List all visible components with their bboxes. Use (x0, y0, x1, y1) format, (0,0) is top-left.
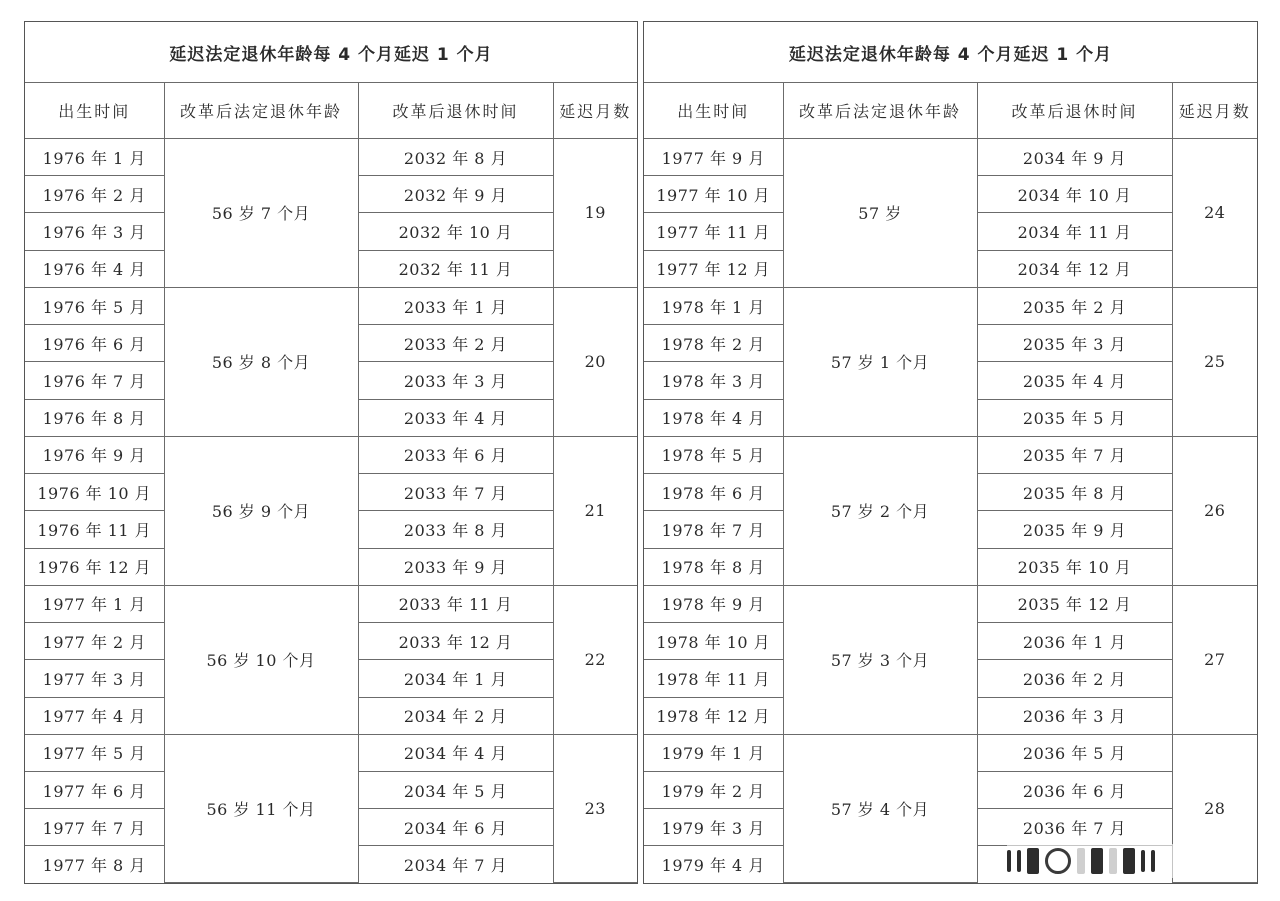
retirement-time-cell: 2033 年 2 月 (358, 325, 553, 362)
delay-months-cell: 28 (1172, 734, 1257, 882)
birth-date-cell: 1978 年 1 月 (644, 287, 783, 324)
right-table-panel (643, 21, 1258, 884)
retirement-age-cell: 57 岁 (783, 139, 977, 288)
left-table-panel (24, 21, 638, 884)
header-retirement-time: 改革后退休时间 (358, 83, 553, 139)
delay-months-cell: 23 (553, 734, 637, 882)
retirement-time-cell: 2033 年 6 月 (358, 436, 553, 473)
retirement-time-cell: 2032 年 9 月 (358, 176, 553, 213)
retirement-age-cell: 57 岁 3 个月 (783, 585, 977, 734)
retirement-time-cell: 2034 年 9 月 (977, 139, 1172, 176)
header-delay-months: 延迟月数 (553, 83, 637, 139)
header-delay-months: 延迟月数 (1172, 83, 1257, 139)
birth-date-cell: 1979 年 4 月 (644, 846, 783, 883)
birth-date-cell: 1976 年 4 月 (25, 250, 164, 287)
retirement-age-cell: 56 岁 10 个月 (164, 585, 358, 734)
birth-date-cell: 1977 年 4 月 (25, 697, 164, 734)
delay-months-cell: 26 (1172, 436, 1257, 585)
watermark-bar (1151, 850, 1155, 872)
watermark-bar (1077, 848, 1085, 874)
birth-date-cell: 1977 年 9 月 (644, 139, 783, 176)
retirement-time-cell: 2033 年 1 月 (358, 287, 553, 324)
watermark-bar (1027, 848, 1039, 874)
table-row (644, 436, 1257, 473)
retirement-time-cell: 2033 年 3 月 (358, 362, 553, 399)
watermark-bar (1109, 848, 1117, 874)
birth-date-cell: 1976 年 1 月 (25, 139, 164, 176)
delay-months-cell: 22 (553, 585, 637, 734)
retirement-time-cell: 2032 年 8 月 (358, 139, 553, 176)
retirement-time-cell: 2035 年 9 月 (977, 511, 1172, 548)
header-retirement-age: 改革后法定退休年龄 (164, 83, 358, 139)
retirement-time-cell: 2036 年 2 月 (977, 660, 1172, 697)
retirement-time-cell: 2035 年 4 月 (977, 362, 1172, 399)
watermark-bar (1007, 850, 1011, 872)
table-row (25, 585, 637, 622)
birth-date-cell: 1976 年 2 月 (25, 176, 164, 213)
delay-months-cell: 19 (553, 139, 637, 288)
birth-date-cell: 1978 年 7 月 (644, 511, 783, 548)
birth-date-cell: 1976 年 8 月 (25, 399, 164, 436)
retirement-age-cell: 57 岁 4 个月 (783, 734, 977, 882)
retirement-time-cell: 2035 年 2 月 (977, 287, 1172, 324)
retirement-time-cell: 2036 年 1 月 (977, 623, 1172, 660)
retirement-time-cell: 2036 年 7 月 (977, 809, 1172, 846)
table-row (644, 734, 1257, 771)
birth-date-cell: 1977 年 6 月 (25, 771, 164, 808)
retirement-time-cell: 2033 年 4 月 (358, 399, 553, 436)
birth-date-cell: 1976 年 12 月 (25, 548, 164, 585)
delay-months-cell: 21 (553, 436, 637, 585)
delay-months-cell: 24 (1172, 139, 1257, 288)
retirement-time-cell: 2033 年 7 月 (358, 474, 553, 511)
birth-date-cell: 1976 年 9 月 (25, 436, 164, 473)
table-row (644, 585, 1257, 622)
retirement-age-cell: 57 岁 1 个月 (783, 287, 977, 436)
header-birth-date: 出生时间 (644, 83, 783, 139)
birth-date-cell: 1977 年 10 月 (644, 176, 783, 213)
birth-date-cell: 1978 年 10 月 (644, 623, 783, 660)
retirement-time-cell: 2034 年 5 月 (358, 771, 553, 808)
birth-date-cell: 1977 年 11 月 (644, 213, 783, 250)
birth-date-cell: 1979 年 3 月 (644, 809, 783, 846)
birth-date-cell: 1978 年 9 月 (644, 585, 783, 622)
retirement-time-cell: 2034 年 7 月 (358, 846, 553, 883)
birth-date-cell: 1978 年 11 月 (644, 660, 783, 697)
birth-date-cell: 1978 年 6 月 (644, 474, 783, 511)
table-row (644, 139, 1257, 176)
retirement-time-cell: 2035 年 8 月 (977, 474, 1172, 511)
birth-date-cell: 1976 年 11 月 (25, 511, 164, 548)
retirement-table-left (25, 22, 637, 883)
retirement-time-cell: 2033 年 8 月 (358, 511, 553, 548)
retirement-time-cell: 2034 年 11 月 (977, 213, 1172, 250)
retirement-age-cell: 56 岁 8 个月 (164, 287, 358, 436)
retirement-age-cell: 56 岁 7 个月 (164, 139, 358, 288)
birth-date-cell: 1976 年 3 月 (25, 213, 164, 250)
birth-date-cell: 1978 年 12 月 (644, 697, 783, 734)
retirement-time-cell: 2034 年 12 月 (977, 250, 1172, 287)
birth-date-cell: 1979 年 1 月 (644, 734, 783, 771)
table-row (644, 287, 1257, 324)
retirement-time-cell: 2034 年 4 月 (358, 734, 553, 771)
table-row (25, 436, 637, 473)
birth-date-cell: 1976 年 6 月 (25, 325, 164, 362)
watermark-bar (1123, 848, 1135, 874)
retirement-table-right (644, 22, 1257, 883)
delay-months-cell: 25 (1172, 287, 1257, 436)
retirement-time-cell: 2035 年 12 月 (977, 585, 1172, 622)
retirement-time-cell: 2034 年 2 月 (358, 697, 553, 734)
birth-date-cell: 1977 年 3 月 (25, 660, 164, 697)
birth-date-cell: 1977 年 12 月 (644, 250, 783, 287)
birth-date-cell: 1978 年 3 月 (644, 362, 783, 399)
watermark-bar (1017, 850, 1021, 872)
birth-date-cell: 1979 年 2 月 (644, 771, 783, 808)
retirement-time-cell: 2033 年 12 月 (358, 623, 553, 660)
birth-date-cell: 1976 年 7 月 (25, 362, 164, 399)
watermark-bar (1141, 850, 1145, 872)
birth-date-cell: 1978 年 8 月 (644, 548, 783, 585)
table-row (25, 287, 637, 324)
header-retirement-age: 改革后法定退休年龄 (783, 83, 977, 139)
table-title: 延迟法定退休年龄每 4 个月延迟 1 个月 (25, 22, 637, 83)
birth-date-cell: 1978 年 4 月 (644, 399, 783, 436)
retirement-time-cell: 2035 年 5 月 (977, 399, 1172, 436)
delay-months-cell: 20 (553, 287, 637, 436)
retirement-time-cell: 2032 年 11 月 (358, 250, 553, 287)
retirement-time-cell: 2035 年 10 月 (977, 548, 1172, 585)
retirement-time-cell: 2036 年 5 月 (977, 734, 1172, 771)
watermark-logo (1007, 844, 1242, 878)
retirement-time-cell: 2033 年 11 月 (358, 585, 553, 622)
table-title: 延迟法定退休年龄每 4 个月延迟 1 个月 (644, 22, 1257, 83)
birth-date-cell: 1977 年 8 月 (25, 846, 164, 883)
retirement-time-cell: 2032 年 10 月 (358, 213, 553, 250)
retirement-time-cell: 2034 年 10 月 (977, 176, 1172, 213)
retirement-age-cell: 56 岁 11 个月 (164, 734, 358, 882)
birth-date-cell: 1976 年 5 月 (25, 287, 164, 324)
retirement-time-cell: 2034 年 6 月 (358, 809, 553, 846)
header-birth-date: 出生时间 (25, 83, 164, 139)
retirement-age-cell: 57 岁 2 个月 (783, 436, 977, 585)
retirement-time-cell: 2035 年 7 月 (977, 436, 1172, 473)
retirement-time-cell: 2034 年 1 月 (358, 660, 553, 697)
birth-date-cell: 1976 年 10 月 (25, 474, 164, 511)
retirement-age-cell: 56 岁 9 个月 (164, 436, 358, 585)
retirement-time-cell: 2033 年 9 月 (358, 548, 553, 585)
retirement-time-cell: 2035 年 3 月 (977, 325, 1172, 362)
watermark-bar (1091, 848, 1103, 874)
birth-date-cell: 1977 年 2 月 (25, 623, 164, 660)
birth-date-cell: 1978 年 5 月 (644, 436, 783, 473)
delay-months-cell: 27 (1172, 585, 1257, 734)
birth-date-cell: 1977 年 5 月 (25, 734, 164, 771)
table-row (25, 139, 637, 176)
watermark-circle-icon (1045, 848, 1071, 874)
retirement-time-cell: 2036 年 6 月 (977, 771, 1172, 808)
birth-date-cell: 1978 年 2 月 (644, 325, 783, 362)
table-row (25, 734, 637, 771)
header-retirement-time: 改革后退休时间 (977, 83, 1172, 139)
birth-date-cell: 1977 年 1 月 (25, 585, 164, 622)
birth-date-cell: 1977 年 7 月 (25, 809, 164, 846)
retirement-time-cell: 2036 年 3 月 (977, 697, 1172, 734)
